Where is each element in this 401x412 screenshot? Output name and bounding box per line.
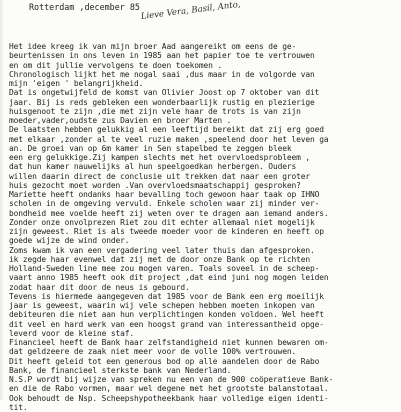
letter-line: jaar. Bij is reds gebleken een wonderbaarlijk rustig en plezierige xyxy=(9,97,315,107)
letter-line: goede wijze de wind onder. xyxy=(9,236,130,246)
letter-line: een erg gelukkige.Zij kampen slechts met het overvloedsprobleem , xyxy=(9,153,310,162)
letter-line: ik zegde haar evenwel dat zij met de door onze Bank op te richten xyxy=(9,254,310,264)
letter-line: Dat is ongetwijfeld de komst van Olivier Joost op 7 oktober van dit xyxy=(9,88,320,98)
letter-line: Zonder onze onvolprezen Riet zou dit echter allemaal niet mogelijk xyxy=(9,217,315,227)
letter-line: huis gezocht moet worden .Van overvloedsmaatschappij gesproken? xyxy=(9,180,301,190)
letter-body xyxy=(9,42,401,412)
letter-line: zijn geweest. Riet is als tweede moeder voor de kinderen en heeft op xyxy=(9,227,324,236)
letter-line: willen daarin direct de conclusie uit trekken dat naar een groter xyxy=(9,171,310,181)
letter-line: N.S.P wordt bij wijze van spreken nu een van de 900 coöperatieve Bank- xyxy=(9,375,334,384)
letter-line: mijn 'eigen ' belangrijkheid. xyxy=(9,79,144,88)
letter-line: zodat haar dit door de neus is gebourd. xyxy=(9,282,190,292)
scan-edge-shadow xyxy=(0,0,4,400)
letter-line: Ook behoudt de Nsp. Scheepshypotheekbank haar volledige eigen identi- xyxy=(9,393,329,403)
letter-line: debiteuren die niet aan hun verplichtingen konden voldoen. Wel heeft xyxy=(9,310,324,320)
letter-line: dat hun kamer nauwelijks al hun speelgoedkan herbergen. Ouders xyxy=(9,162,297,172)
letter-line: Bank, de financieel sterkste bank van Nederland. xyxy=(9,365,232,375)
letter-line: Holland-Sweden line mee zou mogen varen. Toals soveel in de scheep- xyxy=(9,264,320,273)
letter-line: Tevens is hiermede aangegeven dat 1985 voor de Bank een erg moeilijk xyxy=(9,291,324,301)
letter-line: Het idee kreeg ik van mijn broer Aad aangereikt om eens de ge- xyxy=(9,42,297,51)
letter-line: jaar is geweest, waarin wij vele schepen hebben moeten inkopen van xyxy=(9,301,315,310)
letter-line: Financieel heeft de Bank haar zelfstandigheid niet kunnen bewaren om- xyxy=(9,338,329,347)
letter-line: tit. xyxy=(9,402,28,412)
letter-line: Chronologisch lijkt het me nogal saai ,dus maar in de volgorde van xyxy=(9,69,315,79)
letter-dateline: Rotterdam ,december 85 xyxy=(29,2,140,12)
letter-line: huisgenoot te zijn ,die met zijn vele haar de trots is van zijn xyxy=(9,106,301,116)
letter-line: De laatsten hebben gelukkig al een leeftijd bereikt dat zij erg goed xyxy=(9,125,324,135)
letter-line: scholen in de omgeving vervuld. Enkele scholen waar zij minder ver- xyxy=(9,199,320,209)
letter-line: Mariette heeft ondanks haar bevalling toch gewoon haar taak op IHNO xyxy=(9,190,320,199)
letter-line: met elkaar ,zonder al te veel ruzie maken ,speelend door het leven ga xyxy=(9,134,329,144)
letter-line: beurtenissen in ons leven in 1985 aan het papier toe te vertrouwen xyxy=(9,51,315,61)
letter-line: vaart anno 1985 heeft ook dit project ,dat eind juni nog mogen leiden xyxy=(9,273,329,283)
letter-line: bondheid mee voelde heeft zij weten over te dragen aan iemand anders. xyxy=(9,208,329,218)
letter-line: dit veel en hard werk van een hoogst grand van interessantheid opge- xyxy=(9,319,324,329)
letter-line: en die de Rabo vormen, maar wel degene met het grootste balanstotaal. xyxy=(9,384,329,394)
handwritten-greeting: Lieve Vera, Basil, Anto, xyxy=(140,0,242,22)
letter-line: Zoms kwam ik van een vergadering veel later thuis dan afgesproken. xyxy=(9,245,315,255)
letter-line: en om dit jullie vervolgens te doen toekomen . xyxy=(9,60,223,70)
letter-line: dat geldzeere de zaak niet meer voor de volle 100% vertrouwen. xyxy=(9,347,297,357)
letter-line: leverd voor de kleine staf. xyxy=(9,328,135,338)
letter-line: an. De groei van op 6m kamer in Sen stapelbed te zeggen bleek xyxy=(9,143,292,153)
letter-line: moeder,vader,oudste zus Davien en broer Marten . xyxy=(9,116,232,125)
letter-line: Dit heeft geleid tot een generous bod op alle aandelen door de Rabo xyxy=(9,356,320,366)
